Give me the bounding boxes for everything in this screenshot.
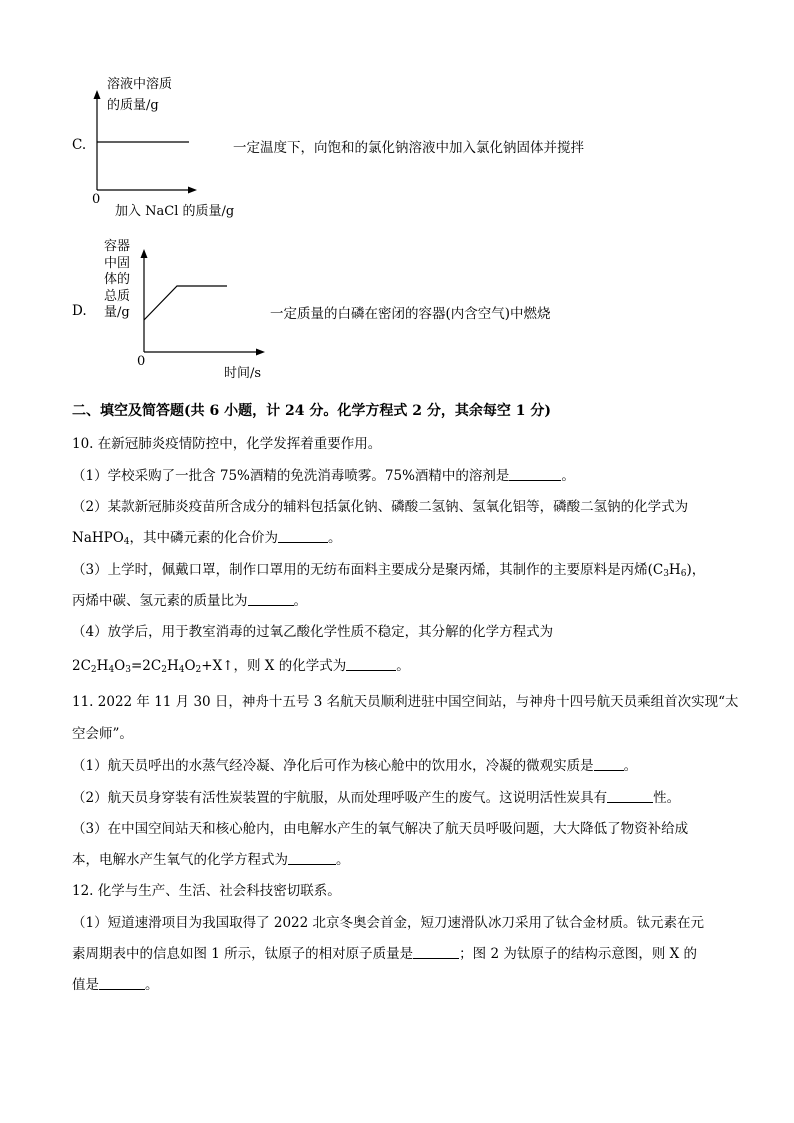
formula-h: H xyxy=(668,562,681,578)
answer-blank[interactable] xyxy=(248,593,294,606)
q11-part-2-text: （2）航天员身穿装有活性炭装置的宇航服，从而处理呼吸产生的废气。这说明活性炭具有 xyxy=(72,790,608,806)
q10-part-2a: （2）某款新冠肺炎疫苗所含成分的辅料包括氯化钠、磷酸二氢钠、氢氧化铝等，磷酸二氢钠的化学式为 xyxy=(72,499,689,515)
answer-blank[interactable] xyxy=(509,468,561,481)
q11-part-1-text: （1）航天员呼出的水蒸气经冷凝、净化后可作为核心舱中的饮用水，冷凝的微观实质是 xyxy=(72,758,594,774)
formula-subscript: 3 xyxy=(663,569,669,579)
q12-part-1b-text: 素周期表中的信息如图 1 所示，钛原子的相对原子质量是 xyxy=(72,946,414,962)
graph-d-y-label-line: 量/g xyxy=(104,305,130,321)
graph-d-x-arrow-icon xyxy=(256,349,265,356)
q12-part-1b xyxy=(72,942,697,962)
graph-d-curve xyxy=(144,286,227,320)
q11-part-1 xyxy=(72,754,637,774)
answer-blank[interactable] xyxy=(99,977,145,990)
graph-d-y-label-line: 总质 xyxy=(104,288,131,304)
q10-part-1-text: （1）学校采购了一批含 75%酒精的免洗消毒喷雾。75%酒精中的溶剂是 xyxy=(72,468,510,484)
q10-part-3b-text: 丙烯中碳、氢元素的质量比为 xyxy=(72,593,248,609)
q10-part-3b xyxy=(72,589,307,609)
period: 。 xyxy=(293,593,307,609)
answer-blank[interactable] xyxy=(607,790,653,803)
formula-subscript: 4 xyxy=(123,537,130,547)
q11-part-2-end: 性。 xyxy=(653,790,681,806)
graph-c-x-label: 加入 NaCl 的质量/g xyxy=(115,204,235,219)
q12-part-1c-text: 值是 xyxy=(72,977,99,993)
formula-nahpo4: NaHPO xyxy=(72,530,124,546)
q10-part-3a-end: )， xyxy=(686,562,706,578)
q12-part-1a: （1）短道速滑项目为我国取得了 2022 北京冬奥会首金，短刀速滑队冰刀采用了钛合金材质。钛元素在元 xyxy=(72,915,705,931)
period: 。 xyxy=(328,530,342,546)
graph-c-y-label-1: 溶液中溶质 xyxy=(107,77,173,92)
q12-stem: 12. 化学与生产、生活、社会科技密切联系。 xyxy=(72,883,341,899)
answer-blank[interactable] xyxy=(594,758,624,771)
q10-part-2b xyxy=(72,526,342,547)
graph-d-y-label-line: 中固 xyxy=(104,255,131,271)
q11-part-3b xyxy=(72,848,350,868)
period: 。 xyxy=(561,468,575,484)
section-heading: 二、填空及简答题(共 6 小题，计 24 分。化学方程式 2 分，其余每空 1 分) xyxy=(72,403,551,419)
q12-part-1b-mid: ；图 2 为钛原子的结构示意图，则 X 的 xyxy=(459,946,698,962)
q10-part-4b xyxy=(72,654,410,675)
graph-d-y-arrow-icon xyxy=(141,249,148,258)
answer-blank[interactable] xyxy=(288,852,336,865)
answer-blank[interactable] xyxy=(413,946,459,959)
q11-part-3a: （3）在中国空间站天和核心舱内，由电解水产生的氧气解决了航天员呼吸问题，大大降低了物资补给成 xyxy=(72,821,689,837)
graph-c-option-label: C. xyxy=(72,137,87,153)
q10-part-4a: （4）放学后，用于教室消毒的过氧乙酸化学性质不稳定，其分解的化学方程式为 xyxy=(72,624,554,640)
period: 。 xyxy=(336,852,350,868)
q11-stem-2: 空会师”。 xyxy=(72,726,133,742)
graph-d-y-label-line: 容器 xyxy=(104,239,131,254)
graph-c-description: 一定温度下，向饱和的氯化钠溶液中加入氯化钠固体并搅拌 xyxy=(233,140,584,156)
q10-part-2b-text: ，其中磷元素的化合价为 xyxy=(129,530,279,546)
graph-d-origin: 0 xyxy=(137,354,146,369)
formula-subscript: 6 xyxy=(680,569,687,579)
q12-part-1c xyxy=(72,973,159,993)
q10-stem: 10. 在新冠肺炎疫情防控中，化学发挥着重要作用。 xyxy=(72,436,382,452)
q10-part-1 xyxy=(72,464,575,484)
period: 。 xyxy=(623,758,638,774)
q11-part-3b-text: 本，电解水产生氧气的化学方程式为 xyxy=(72,852,288,868)
q10-part-4b-text: ，则 X 的化学式为 xyxy=(233,658,347,674)
graph-d-option-label: D. xyxy=(72,303,87,319)
graph-d-y-label-line: 体的 xyxy=(104,272,131,288)
answer-blank[interactable] xyxy=(278,530,328,543)
graph-c-origin: 0 xyxy=(92,192,101,207)
q11-stem-1: 11. 2022 年 11 月 30 日，神舟十五号 3 名航天员顺利进驻中国空间站，与神舟十四号航天员乘组首次实现“太 xyxy=(72,694,739,710)
period: 。 xyxy=(396,658,410,674)
graph-c-y-label-2: 的质量/g xyxy=(107,98,159,113)
q10-part-3a-text: （3）上学时，佩戴口罩，制作口罩用的无纺布面料主要成分是聚丙烯，其制作的主要原料是丙烯(C xyxy=(72,562,664,578)
q11-part-2 xyxy=(72,786,680,806)
answer-blank[interactable] xyxy=(346,658,396,671)
q10-part-3a xyxy=(72,558,705,579)
graph-d-description: 一定质量的白磷在密闭的容器(内含空气)中燃烧 xyxy=(270,306,551,322)
period: 。 xyxy=(145,977,159,993)
graph-d-x-label: 时间/s xyxy=(224,366,262,381)
chemical-equation: $2C_2H_4O_3=2C_2H_4O_2+X↑$ xyxy=(72,658,234,675)
